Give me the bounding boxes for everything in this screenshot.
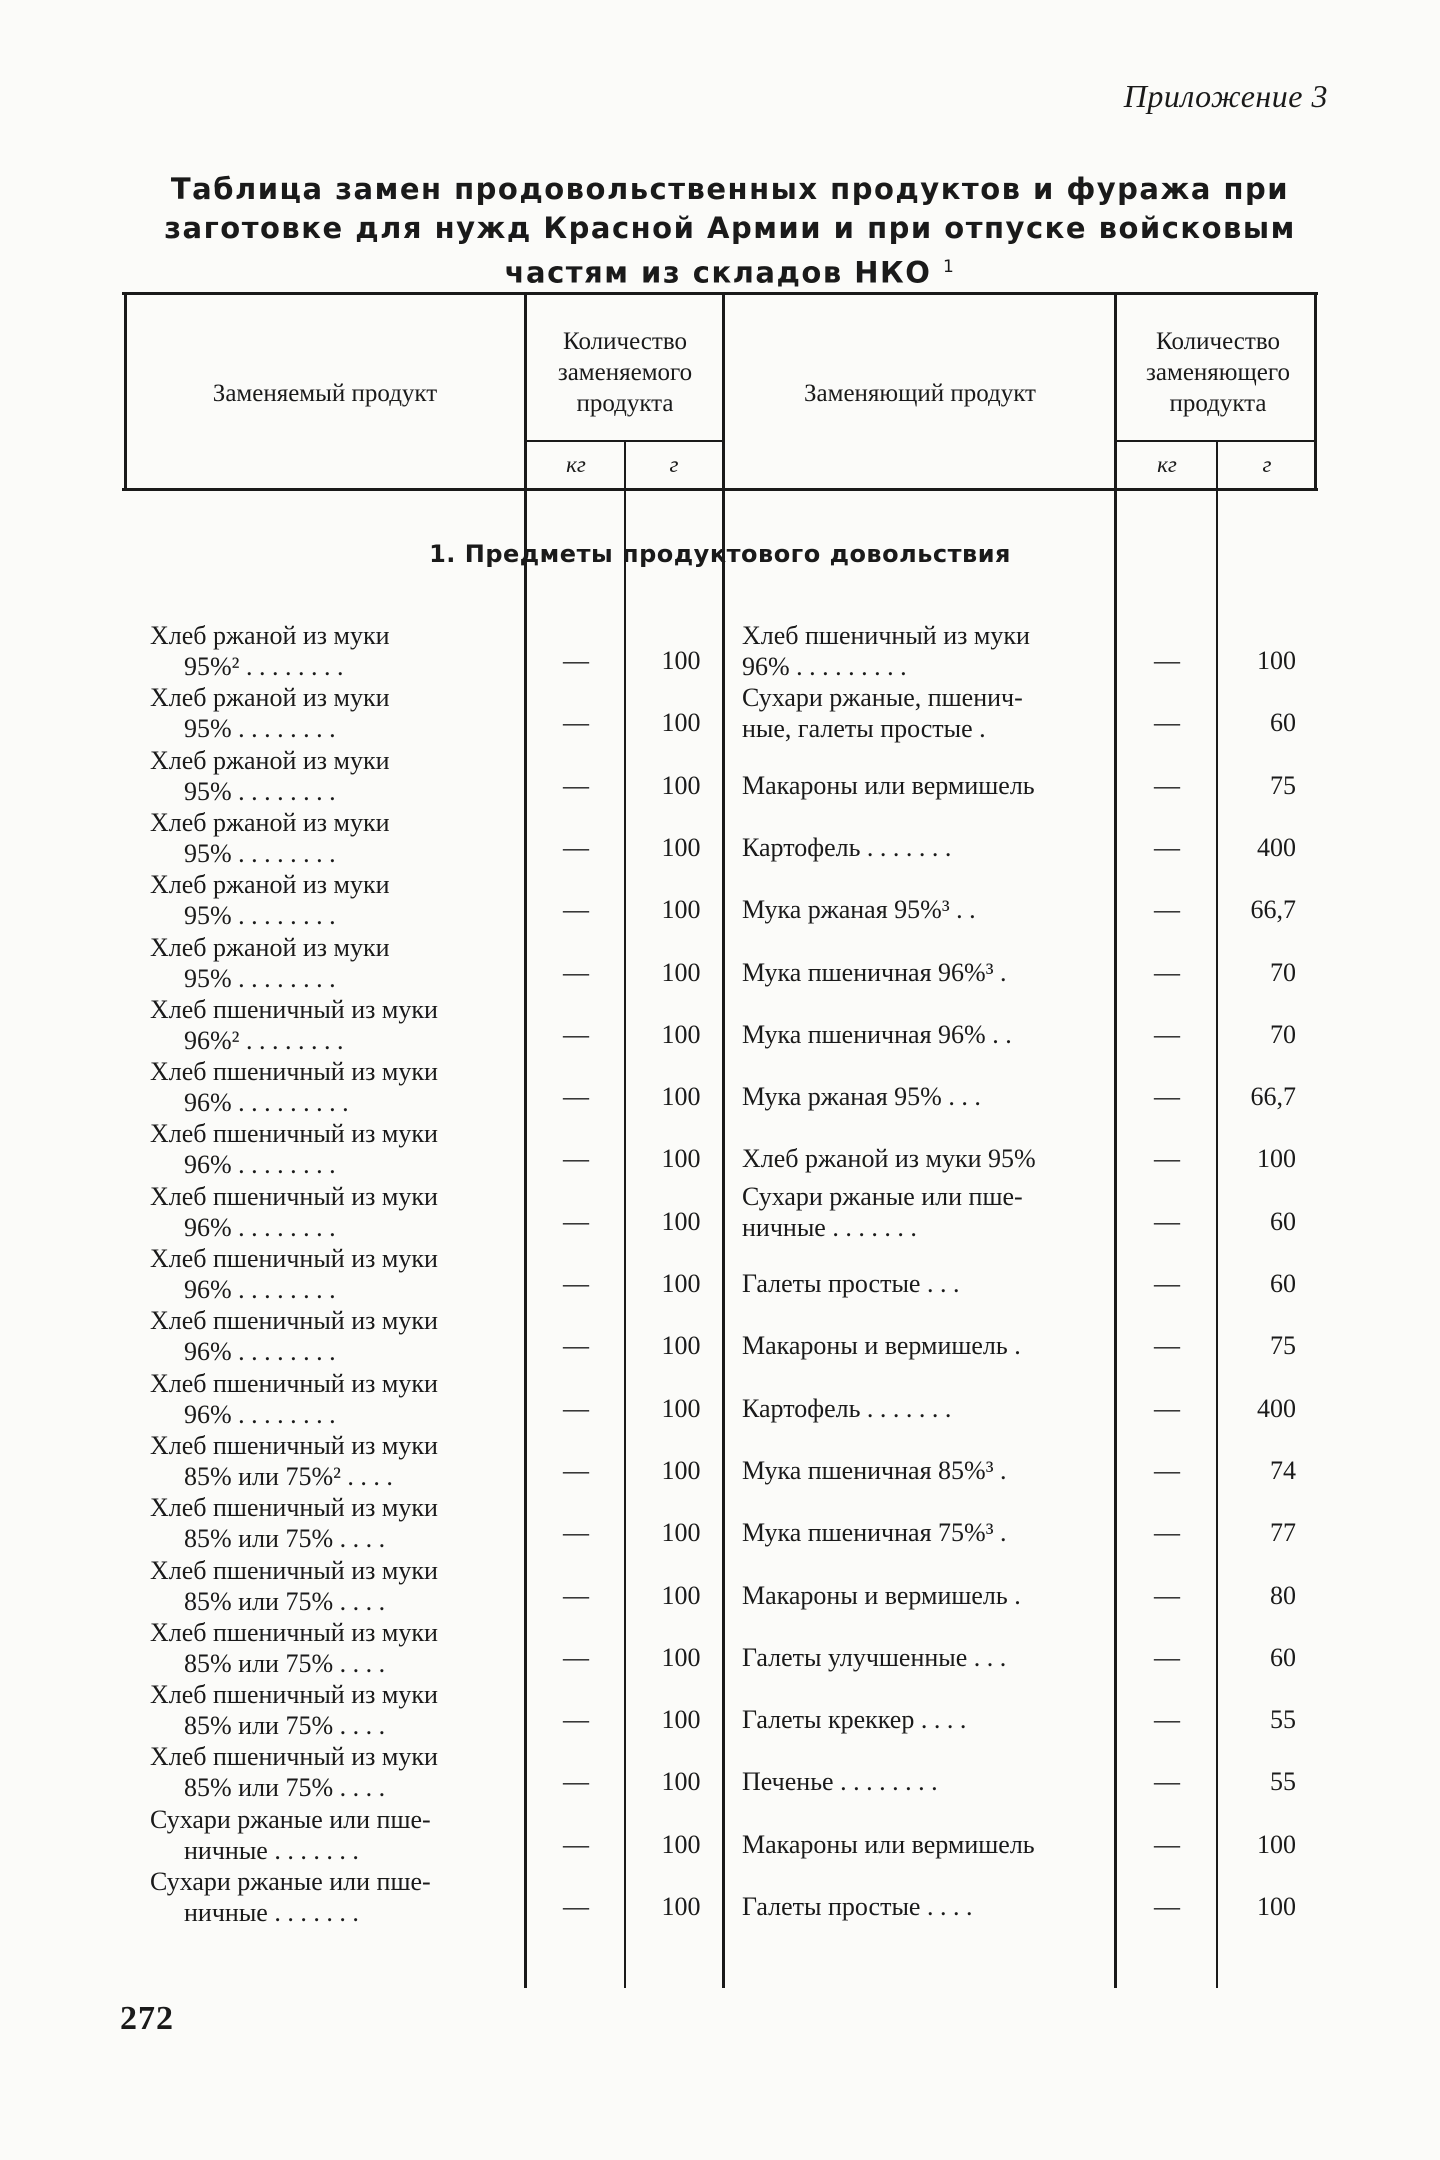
replaced-product-line-2: 85% или 75% . . . . [184, 1773, 386, 1802]
replacing-product-line-2: Галеты простые . . . [742, 1269, 960, 1298]
replaced-kg-cell: — [563, 1892, 589, 1921]
replacing-product-line-2: ничные . . . . . . . [742, 1213, 917, 1242]
replaced-g-cell: 100 [661, 1830, 701, 1859]
table-row [0, 1368, 1440, 1430]
replacing-product-line-2: Печенье . . . . . . . . [742, 1767, 938, 1796]
replacing-g-cell: 60 [1270, 1643, 1296, 1672]
replaced-product-line-2: ничные . . . . . . . [184, 1898, 359, 1927]
replaced-g-cell: 100 [661, 958, 701, 987]
replacing-product-cell [742, 620, 1112, 682]
replacing-kg-cell: — [1154, 1581, 1180, 1610]
replacing-g-cell: 100 [1257, 1144, 1296, 1173]
replaced-product-line-2: 85% или 75%² . . . . [184, 1462, 393, 1491]
replacing-kg-cell: — [1154, 1331, 1180, 1360]
replaced-product-cell [150, 1555, 518, 1617]
replaced-kg-cell: — [563, 771, 589, 800]
replaced-g-cell: 100 [661, 1581, 701, 1610]
replacing-product-line-2: Галеты простые . . . . [742, 1892, 973, 1921]
replacing-kg-cell: — [1154, 1269, 1180, 1298]
replaced-kg-cell: — [563, 833, 589, 862]
replacing-product-cell [742, 1829, 1112, 1860]
replaced-g-cell: 100 [661, 1705, 701, 1734]
replaced-product-cell [150, 682, 518, 744]
replacing-g-cell: 66,7 [1250, 895, 1296, 924]
replacing-kg-cell: — [1154, 1643, 1180, 1672]
replaced-product-line-2: 95% . . . . . . . . [184, 714, 336, 743]
header-bottom-rule [122, 488, 1318, 491]
replaced-product-cell [150, 1492, 518, 1554]
title-footnote-mark: 1 [943, 257, 956, 277]
replacing-product-line-1: Сухари ржаные, пшенич- [742, 683, 1023, 712]
title-line-1: Таблица замен продовольственных продуктов и фуража при [170, 172, 1290, 206]
replaced-kg-cell: — [563, 958, 589, 987]
replaced-product-line-2: 96% . . . . . . . . [184, 1400, 336, 1429]
replaced-product-line-1: Хлеб пшеничный из муки [150, 995, 438, 1024]
replaced-g-cell: 100 [661, 833, 701, 862]
replaced-kg-cell: — [563, 708, 589, 737]
unit-kg-left: кг [566, 452, 586, 477]
replaced-product-cell [150, 869, 518, 931]
replacing-product-line-2: Мука ржаная 95%³ . . [742, 895, 976, 924]
replacing-product-cell [742, 1181, 1112, 1243]
replaced-product-line-1: Хлеб ржаной из муки [150, 870, 390, 899]
replaced-g-cell: 100 [661, 1394, 701, 1423]
replaced-product-line-2: 85% или 75% . . . . [184, 1587, 386, 1616]
replaced-product-line-1: Хлеб ржаной из муки [150, 621, 390, 650]
replaced-product-line-2: 95% . . . . . . . . [184, 777, 336, 806]
table-row [0, 1430, 1440, 1492]
replacing-product-cell [742, 770, 1112, 801]
replaced-kg-cell: — [563, 1767, 589, 1796]
replaced-product-line-1: Хлеб пшеничный из муки [150, 1556, 438, 1585]
replaced-g-cell: 100 [661, 1456, 701, 1485]
replaced-kg-cell: — [563, 1144, 589, 1173]
replaced-product-cell [150, 1804, 518, 1866]
table-row [0, 620, 1440, 682]
replacing-product-line-2: Макароны и вермишель . [742, 1331, 1021, 1360]
replaced-product-line-2: 95% . . . . . . . . [184, 839, 336, 868]
replaced-product-cell [150, 1118, 518, 1180]
replaced-product-cell [150, 1679, 518, 1741]
replacing-g-cell: 70 [1270, 958, 1296, 987]
header-qty-replacing: Количество заменяющего продукта [1146, 328, 1290, 417]
replaced-kg-cell: — [563, 1207, 589, 1236]
replacing-product-line-2: Хлеб ржаной из муки 95% [742, 1144, 1036, 1173]
replacing-product-cell [742, 1891, 1112, 1922]
replacing-product-line-2: Мука пшеничная 75%³ . [742, 1518, 1007, 1547]
replaced-product-line-2: 95%² . . . . . . . . [184, 652, 344, 681]
replacing-product-line-2: Макароны или вермишель [742, 771, 1035, 800]
table-row [0, 1305, 1440, 1367]
replacing-g-cell: 75 [1270, 771, 1296, 800]
replaced-product-line-1: Хлеб пшеничный из муки [150, 1182, 438, 1211]
replaced-product-line-2: ничные . . . . . . . [184, 1836, 359, 1865]
replaced-g-cell: 100 [661, 1144, 701, 1173]
replaced-product-cell [150, 1430, 518, 1492]
table-title [150, 170, 1310, 293]
replacing-kg-cell: — [1154, 708, 1180, 737]
replacing-product-line-2: 96% . . . . . . . . . [742, 652, 907, 681]
replaced-kg-cell: — [563, 1082, 589, 1111]
replaced-product-cell [150, 745, 518, 807]
replaced-product-line-1: Сухари ржаные или пше- [150, 1867, 431, 1896]
replacing-product-line-2: Мука пшеничная 85%³ . [742, 1456, 1007, 1485]
replacing-kg-cell: — [1154, 1830, 1180, 1859]
title-line-3 [150, 248, 1310, 293]
replaced-g-cell: 100 [661, 1518, 701, 1547]
replaced-g-cell: 100 [661, 1643, 701, 1672]
replacing-kg-cell: — [1154, 1020, 1180, 1049]
replaced-product-line-2: 95% . . . . . . . . [184, 901, 336, 930]
table-row [0, 1555, 1440, 1617]
replacing-g-cell: 80 [1270, 1581, 1296, 1610]
replaced-product-line-1: Сухари ржаные или пше- [150, 1805, 431, 1834]
replaced-product-line-1: Хлеб пшеничный из муки [150, 1431, 438, 1460]
replacing-product-cell [742, 1330, 1112, 1361]
replaced-product-line-1: Хлеб ржаной из муки [150, 933, 390, 962]
table-row [0, 1741, 1440, 1803]
table-row [0, 994, 1440, 1056]
replacing-product-cell [742, 1268, 1112, 1299]
replaced-product-line-2: 96% . . . . . . . . . [184, 1088, 349, 1117]
replaced-kg-cell: — [563, 1456, 589, 1485]
replaced-g-cell: 100 [661, 1269, 701, 1298]
replaced-product-line-2: 95% . . . . . . . . [184, 964, 336, 993]
header-replacing-product: Заменяющий продукт [804, 380, 1036, 407]
table-row [0, 1492, 1440, 1554]
replaced-product-line-1: Хлеб пшеничный из муки [150, 1742, 438, 1771]
replacing-g-cell: 60 [1270, 708, 1296, 737]
replacing-product-line-2: Картофель . . . . . . . [742, 833, 952, 862]
replacing-g-cell: 77 [1270, 1518, 1296, 1547]
replaced-product-cell [150, 620, 518, 682]
replacing-product-line-2: Макароны и вермишель . [742, 1581, 1021, 1610]
replacing-product-cell [742, 1455, 1112, 1486]
replaced-g-cell: 100 [661, 1892, 701, 1921]
replacing-g-cell: 100 [1257, 646, 1296, 675]
replaced-product-cell [150, 1305, 518, 1367]
replacing-kg-cell: — [1154, 1456, 1180, 1485]
replaced-kg-cell: — [563, 646, 589, 675]
replaced-product-line-2: 96% . . . . . . . . [184, 1275, 336, 1304]
replacing-product-line-2: Мука пшеничная 96% . . [742, 1020, 1012, 1049]
replacing-g-cell: 400 [1257, 833, 1296, 862]
replaced-g-cell: 100 [661, 1331, 701, 1360]
replaced-product-line-2: 96%² . . . . . . . . [184, 1026, 344, 1055]
replacing-kg-cell: — [1154, 1518, 1180, 1547]
replacing-g-cell: 75 [1270, 1331, 1296, 1360]
replaced-product-cell [150, 932, 518, 994]
replaced-product-line-1: Хлеб пшеничный из муки [150, 1306, 438, 1335]
table-row [0, 1617, 1440, 1679]
replaced-g-cell: 100 [661, 708, 701, 737]
table-row [0, 1679, 1440, 1741]
replaced-kg-cell: — [563, 1518, 589, 1547]
replaced-product-line-1: Хлеб ржаной из муки [150, 746, 390, 775]
replacing-product-line-2: Макароны или вермишель [742, 1830, 1035, 1859]
replacing-kg-cell: — [1154, 833, 1180, 862]
replacing-product-cell [742, 1517, 1112, 1548]
replaced-product-line-2: 85% или 75% . . . . [184, 1711, 386, 1740]
replaced-g-cell: 100 [661, 895, 701, 924]
replaced-kg-cell: — [563, 1705, 589, 1734]
replaced-product-line-2: 96% . . . . . . . . [184, 1213, 336, 1242]
replacing-product-cell [742, 1393, 1112, 1424]
replacing-kg-cell: — [1154, 895, 1180, 924]
replaced-g-cell: 100 [661, 1082, 701, 1111]
title-line-3-text: частям из складов НКО [504, 255, 932, 290]
replaced-g-cell: 100 [661, 1207, 701, 1236]
replacing-product-line-2: Картофель . . . . . . . [742, 1394, 952, 1423]
replaced-kg-cell: — [563, 1643, 589, 1672]
appendix-label: Приложение 3 [1123, 78, 1328, 114]
replaced-g-cell: 100 [661, 1020, 701, 1049]
replaced-kg-cell: — [563, 1581, 589, 1610]
replacing-g-cell: 66,7 [1250, 1082, 1296, 1111]
replacing-product-cell [742, 1580, 1112, 1611]
replaced-product-line-1: Хлеб пшеничный из муки [150, 1244, 438, 1273]
table-row [0, 869, 1440, 931]
replacing-kg-cell: — [1154, 1892, 1180, 1921]
table-row [0, 1866, 1440, 1928]
table-row [0, 1118, 1440, 1180]
table-row [0, 1181, 1440, 1243]
replacing-g-cell: 400 [1257, 1394, 1296, 1423]
replacing-g-cell: 100 [1257, 1830, 1296, 1859]
replacing-product-cell [742, 832, 1112, 863]
replaced-kg-cell: — [563, 1331, 589, 1360]
replacing-kg-cell: — [1154, 1705, 1180, 1734]
replacing-product-line-1: Хлеб пшеничный из муки [742, 621, 1030, 650]
replaced-product-line-1: Хлеб пшеничный из муки [150, 1119, 438, 1148]
replacing-g-cell: 100 [1257, 1892, 1296, 1921]
replacing-kg-cell: — [1154, 1767, 1180, 1796]
replaced-product-cell [150, 1741, 518, 1803]
replaced-product-cell [150, 807, 518, 869]
unit-g-left: г [669, 452, 679, 477]
replaced-product-line-2: 96% . . . . . . . . [184, 1150, 336, 1179]
replaced-product-line-2: 85% или 75% . . . . [184, 1649, 386, 1678]
replacing-product-cell [742, 957, 1112, 988]
replacing-product-cell [742, 1704, 1112, 1735]
replaced-kg-cell: — [563, 1394, 589, 1423]
replaced-g-cell: 100 [661, 771, 701, 800]
table-row [0, 745, 1440, 807]
replacing-kg-cell: — [1154, 1394, 1180, 1423]
header-replaced-product: Заменяемый продукт [212, 380, 438, 407]
table-row [0, 1804, 1440, 1866]
replacing-kg-cell: — [1154, 646, 1180, 675]
table-left-border [124, 292, 127, 488]
replacing-g-cell: 55 [1270, 1767, 1296, 1796]
table-row [0, 1243, 1440, 1305]
replaced-kg-cell: — [563, 1830, 589, 1859]
replaced-product-cell [150, 1181, 518, 1243]
replaced-product-cell [150, 1866, 518, 1928]
page-number: 272 [120, 2000, 174, 2037]
replacing-product-cell [742, 1143, 1112, 1174]
replaced-kg-cell: — [563, 1020, 589, 1049]
replaced-product-line-1: Хлеб пшеничный из муки [150, 1493, 438, 1522]
replaced-product-line-1: Хлеб ржаной из муки [150, 808, 390, 837]
replacing-product-cell [742, 1019, 1112, 1050]
replaced-kg-cell: — [563, 895, 589, 924]
replacing-product-line-1: Сухари ржаные или пше- [742, 1182, 1023, 1211]
table-row [0, 807, 1440, 869]
replacing-g-cell: 55 [1270, 1705, 1296, 1734]
replaced-product-cell [150, 1056, 518, 1118]
unit-kg-right: кг [1157, 452, 1177, 477]
replaced-product-line-1: Хлеб ржаной из муки [150, 683, 390, 712]
replacing-product-line-2: Мука ржаная 95% . . . [742, 1082, 981, 1111]
header-qty-replaced: Количество заменяемого продукта [557, 328, 693, 417]
section-heading: 1. Предметы продуктового довольствия [429, 540, 1011, 568]
replaced-product-cell [150, 1368, 518, 1430]
replacing-g-cell: 60 [1270, 1269, 1296, 1298]
replacing-g-cell: 60 [1270, 1207, 1296, 1236]
replaced-product-line-1: Хлеб пшеничный из муки [150, 1369, 438, 1398]
title-line-2: заготовке для нужд Красной Армии и при отпуске войсковым [164, 211, 1296, 245]
replacing-kg-cell: — [1154, 1144, 1180, 1173]
replaced-g-cell: 100 [661, 646, 701, 675]
replaced-product-line-1: Хлеб пшеничный из муки [150, 1057, 438, 1086]
replaced-product-line-2: 96% . . . . . . . . [184, 1337, 336, 1366]
replaced-product-line-1: Хлеб пшеничный из муки [150, 1618, 438, 1647]
replacing-product-cell [742, 1081, 1112, 1112]
replaced-product-cell [150, 1617, 518, 1679]
replacing-kg-cell: — [1154, 771, 1180, 800]
table-top-rule [122, 292, 1318, 295]
replacing-product-line-2: Мука пшеничная 96%³ . [742, 958, 1007, 987]
table-row [0, 1056, 1440, 1118]
replacing-g-cell: 74 [1270, 1456, 1296, 1485]
replacing-product-line-2: Галеты улучшенные . . . [742, 1643, 1007, 1672]
table-row [0, 682, 1440, 744]
replaced-product-line-2: 85% или 75% . . . . [184, 1524, 386, 1553]
replacing-product-line-2: Галеты креккер . . . . [742, 1705, 967, 1734]
replaced-product-cell [150, 1243, 518, 1305]
replacing-product-line-2: ные, галеты простые . [742, 714, 986, 743]
replaced-g-cell: 100 [661, 1767, 701, 1796]
replacing-kg-cell: — [1154, 1207, 1180, 1236]
replaced-kg-cell: — [563, 1269, 589, 1298]
replacing-product-cell [742, 1766, 1112, 1797]
replaced-product-cell [150, 994, 518, 1056]
replacing-product-cell [742, 682, 1112, 744]
replacing-g-cell: 70 [1270, 1020, 1296, 1049]
replacing-product-cell [742, 894, 1112, 925]
table-row [0, 932, 1440, 994]
replacing-product-cell [742, 1642, 1112, 1673]
replacing-kg-cell: — [1154, 1082, 1180, 1111]
replacing-kg-cell: — [1154, 958, 1180, 987]
unit-g-right: г [1262, 452, 1272, 477]
replaced-product-line-1: Хлеб пшеничный из муки [150, 1680, 438, 1709]
